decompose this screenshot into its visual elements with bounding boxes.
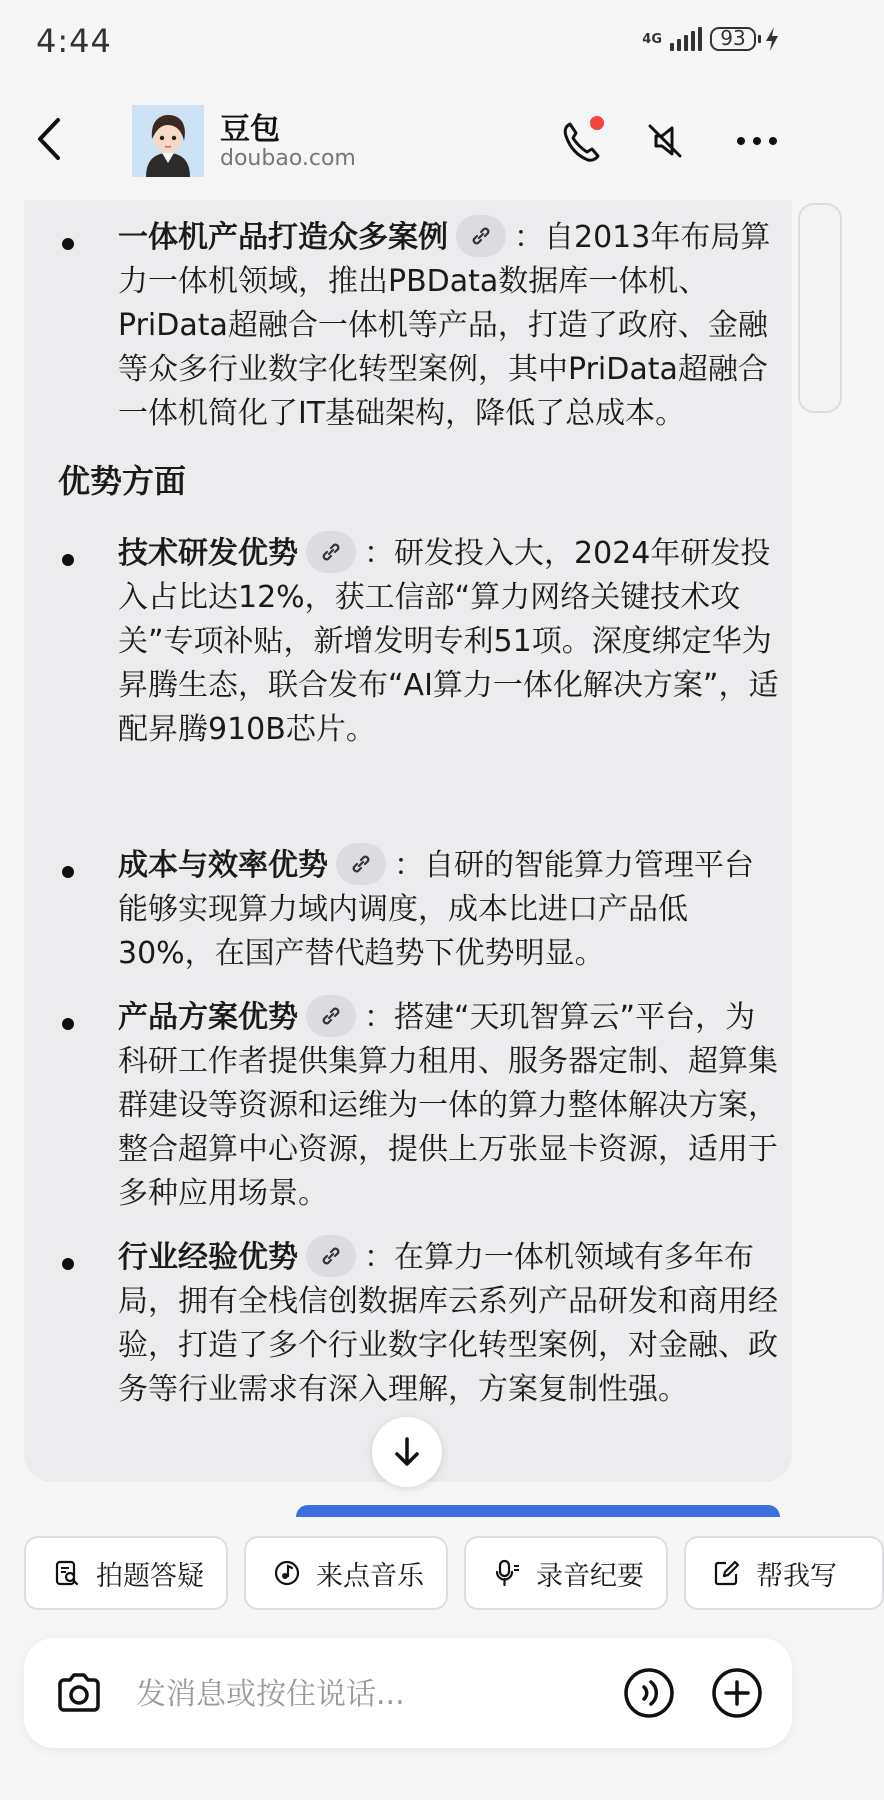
voice-call-button[interactable] — [622, 1666, 676, 1720]
call-button[interactable] — [556, 116, 606, 166]
status-icons — [642, 26, 780, 52]
reference-link-button[interactable] — [456, 215, 506, 257]
plus-icon — [710, 1666, 764, 1720]
link-icon — [319, 1004, 343, 1028]
microphone-icon — [492, 1558, 522, 1588]
message-input-bar — [24, 1638, 792, 1748]
item-body: 研发投入大，2024年研发投入占比达12%，获工信部“算力网络关键技术攻关”专项补贴，新增发明专利51项。深度绑定华为昇腾生态，联合发布“AI算力一体化解决方案”，适配昇腾910B芯片。 — [118, 536, 779, 747]
speaker-mute-icon — [640, 116, 690, 166]
side-panel-edge — [798, 203, 842, 413]
quick-actions — [24, 1536, 844, 1614]
bullet — [62, 554, 74, 566]
item-title: 成本与效率优势 — [118, 848, 328, 883]
quick-action-write[interactable] — [684, 1536, 884, 1610]
battery-icon: 93 — [710, 27, 756, 51]
list-item — [62, 532, 782, 752]
chat-header — [0, 90, 816, 190]
quick-action-label: 帮我写 — [756, 1560, 837, 1592]
item-body: 自2013年布局算力一体机领域，推出PBData数据库一体机、PriData超融合一体机等产品，打造了政府、金融等众多行业数字化转型案例，其中PriData超融合一体机简化了IT基础架构，降低了总成本。 — [118, 220, 771, 431]
bullet — [62, 1258, 74, 1270]
chat-title: 豆包 — [220, 112, 280, 147]
signal-icon — [670, 27, 702, 51]
music-icon — [272, 1558, 302, 1588]
item-title: 一体机产品打造众多案例 — [118, 220, 448, 255]
quick-action-label: 录音纪要 — [536, 1560, 644, 1592]
user-message-edge — [296, 1505, 780, 1517]
quick-action-music[interactable] — [244, 1536, 448, 1610]
edit-icon — [712, 1558, 742, 1588]
bullet — [62, 866, 74, 878]
back-button[interactable] — [30, 114, 70, 164]
reference-link-button[interactable] — [336, 843, 386, 885]
link-icon — [469, 224, 493, 248]
camera-button[interactable] — [54, 1668, 104, 1718]
list-item — [62, 216, 782, 436]
chevron-left-icon — [30, 114, 70, 164]
link-icon — [349, 852, 373, 876]
link-icon — [319, 540, 343, 564]
chat-subtitle: doubao.com — [220, 146, 356, 171]
avatar-icon — [132, 105, 204, 177]
mute-button[interactable] — [640, 116, 690, 166]
more-icon — [732, 116, 782, 166]
item-body: 搭建“天玑智算云”平台，为科研工作者提供集算力租用、服务器定制、超算集群建设等资源和运维为一体的算力整体解决方案，整合超算中心资源，提供上万张显卡资源，适用于多种应用场景。 — [118, 1000, 778, 1211]
more-button[interactable] — [732, 116, 782, 166]
item-separator: ： — [394, 848, 424, 883]
item-separator: ： — [364, 536, 394, 571]
item-separator: ： — [514, 220, 544, 255]
section-title: 优势方面 — [58, 462, 187, 500]
scroll-to-bottom-button[interactable] — [372, 1417, 442, 1487]
search-document-icon — [52, 1558, 82, 1588]
item-separator: ： — [364, 1000, 394, 1035]
reference-link-button[interactable] — [306, 1235, 356, 1277]
item-body: 在算力一体机领域有多年布局，拥有全栈信创数据库云系列产品研发和商用经验，打造了多个行业数字化转型案例，对金融、政务等行业需求有深入理解，方案复制性强。 — [118, 1240, 778, 1407]
reference-link-button[interactable] — [306, 531, 356, 573]
reference-link-button[interactable] — [306, 995, 356, 1037]
status-time: 4:44 — [36, 22, 112, 60]
bullet — [62, 238, 74, 250]
quick-action-recording[interactable] — [464, 1536, 668, 1610]
avatar[interactable] — [132, 105, 204, 177]
assistant-message — [24, 200, 792, 1482]
item-title: 产品方案优势 — [118, 1000, 298, 1035]
item-separator: ： — [364, 1240, 394, 1275]
add-button[interactable] — [710, 1666, 764, 1720]
message-input[interactable] — [134, 1666, 618, 1722]
notification-dot — [590, 116, 604, 130]
quick-action-label: 来点音乐 — [316, 1560, 424, 1592]
charging-icon — [764, 26, 780, 52]
voice-wave-icon — [622, 1666, 676, 1720]
camera-icon — [54, 1668, 104, 1718]
item-title: 行业经验优势 — [118, 1240, 298, 1275]
network-type: 4G — [642, 31, 662, 47]
quick-action-label: 拍题答疑 — [96, 1560, 204, 1592]
bullet — [62, 1018, 74, 1030]
quick-action-photo-question[interactable] — [24, 1536, 228, 1610]
status-bar — [0, 0, 816, 80]
list-item — [62, 844, 782, 976]
item-title: 技术研发优势 — [118, 536, 298, 571]
list-item — [62, 996, 782, 1216]
link-icon — [319, 1244, 343, 1268]
list-item — [62, 1236, 782, 1412]
arrow-down-icon — [372, 1417, 442, 1487]
item-body: 自研的智能算力管理平台能够实现算力域内调度，成本比进口产品低30%，在国产替代趋势下优势明显。 — [118, 848, 754, 971]
